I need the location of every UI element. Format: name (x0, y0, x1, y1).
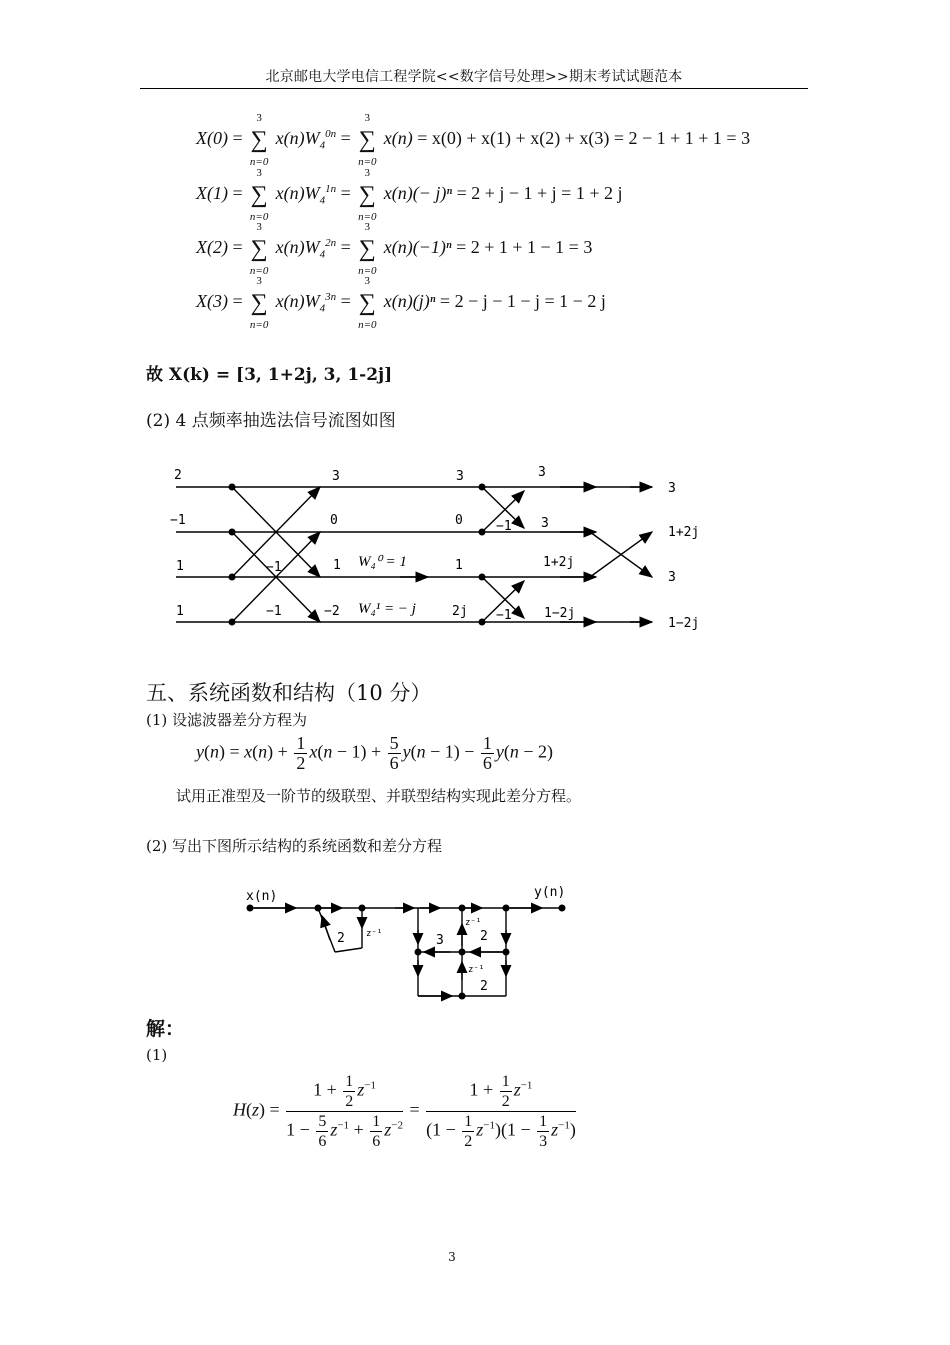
dft-rhs: = x(0) + x(1) + x(2) + x(3) = 2 − 1 + 1 + 1 = 3 (417, 128, 751, 149)
dft-line-2: X(2) = 3 ∑ n=0 $x(n)W_4^{2n}$ = 3 ∑ n=0 x(n)(−1)ⁿ = 2 + 1 + 1 − 1 = 3 (196, 221, 593, 277)
svg-text:z⁻¹: z⁻¹ (468, 965, 485, 975)
svg-text:1: 1 (333, 558, 341, 573)
page-number: 3 (448, 1250, 456, 1264)
section5-title: 五、系统函数和结构（10 分） (146, 681, 432, 705)
svg-text:1−2j: 1−2j (668, 616, 700, 631)
svg-text:3: 3 (668, 481, 676, 496)
q1-desc: 试用正准型及一阶节的级联型、并联型结构实现此差分方程。 (176, 787, 582, 805)
svg-text:1−2j: 1−2j (544, 606, 576, 621)
svg-text:−1: −1 (496, 519, 512, 534)
svg-text:2j: 2j (452, 604, 468, 619)
page-header: 北京邮电大学电信工程学院<<数字信号处理>>期末考试试题范本 (265, 69, 683, 85)
svg-text:−2: −2 (324, 604, 340, 619)
solution-heading: 解： (146, 1018, 185, 1040)
svg-text:−1: −1 (496, 608, 512, 623)
svg-text:2: 2 (337, 931, 345, 946)
sigma-symbol: 3 ∑ n=0 (249, 112, 269, 168)
svg-text:W₄⁰ = 1: W₄⁰ = 1 (358, 554, 407, 570)
svg-text:x(n): x(n) (246, 889, 278, 904)
svg-text:−1: −1 (266, 604, 282, 619)
svg-text:1: 1 (455, 558, 463, 573)
svg-text:2: 2 (174, 468, 182, 483)
svg-text:−1: −1 (170, 513, 186, 528)
svg-text:0: 0 (330, 513, 338, 528)
header-rule (140, 88, 808, 89)
dft-lhs: X(0) (196, 128, 228, 149)
q2-label: (2) 写出下图所示结构的系统函数和差分方程 (146, 837, 443, 855)
svg-text:1: 1 (176, 604, 184, 619)
result-line: 故 X(k) = [3, 1+2j, 3, 1-2j] (146, 365, 393, 385)
svg-text:2: 2 (480, 979, 488, 994)
difference-equation: y(n) = x(n) + $\frac{1}{2}$ x(n − 1) + $\frac{5}{6}$ y(n − 1) − $\frac{1}{6}$ y(n − 2) (196, 733, 554, 773)
dft-line-1: X(1) = 3 ∑ n=0 $x(n)W_4^{1n}$ = 3 ∑ n=0 x(n)(− j)ⁿ = 2 + j − 1 + j = 1 + 2 j (196, 167, 623, 223)
part2-line: (2) 4 点频率抽选法信号流图如图 (146, 411, 396, 431)
structure-diagram (0, 880, 950, 1010)
svg-text:0: 0 (455, 513, 463, 528)
svg-text:2: 2 (480, 929, 488, 944)
butterfly-flow-graph (0, 462, 950, 642)
svg-text:W₄¹ = − j: W₄¹ = − j (358, 601, 416, 617)
dft-line-3: X(3) = 3 ∑ n=0 $x(n)W_4^{3n}$ = 3 ∑ n=0 x(n)(j)ⁿ = 2 − j − 1 − j = 1 − 2 j (196, 275, 606, 331)
svg-text:3: 3 (668, 570, 676, 585)
svg-text:z⁻¹: z⁻¹ (366, 929, 383, 939)
svg-text:3: 3 (436, 933, 444, 948)
svg-text:1: 1 (176, 559, 184, 574)
q1-label: (1) 设滤波器差分方程为 (146, 711, 308, 729)
svg-text:z⁻¹: z⁻¹ (465, 918, 482, 928)
svg-text:1+2j: 1+2j (668, 525, 700, 540)
solution-sub: (1) (146, 1046, 168, 1064)
svg-text:3: 3 (538, 465, 546, 480)
svg-text:1+2j: 1+2j (543, 555, 575, 570)
svg-text:−1: −1 (266, 560, 282, 575)
svg-text:3: 3 (456, 469, 464, 484)
svg-text:3: 3 (541, 516, 549, 531)
transfer-function: H(z) = 1 + $\frac{1}{2}$ $z^{-1}$ 1 − $\frac{5}{6}$ $z^{-1}$ + $\frac{1}{6}$ $z^{-2}$ = 1 + $\frac{1}{2}$ $z^{-1}$ (1 − $\frac{1}{2}$ $z^{-1})(1$ − $\frac{1}{3}$ $z^{-1}$) (233, 1073, 576, 1150)
svg-text:y(n): y(n) (534, 885, 566, 900)
svg-text:3: 3 (332, 469, 340, 484)
dft-line-0: X(0) = 3 ∑ n=0 $x(n)W_4^{0n}$ = 3 ∑ n=0 x(n) = x(0) + x(1) + x(2) + x(3) = 2 − 1 + 1 + 1 = 3 (196, 112, 751, 168)
